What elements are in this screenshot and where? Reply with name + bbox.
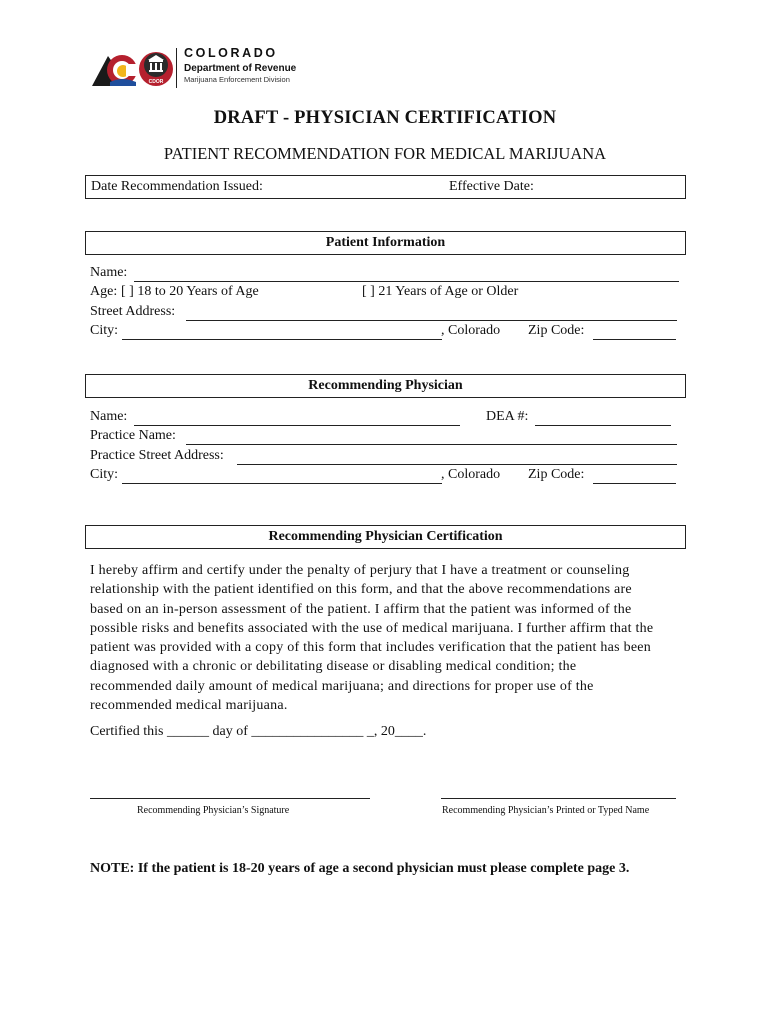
physician-dea-field[interactable]	[535, 425, 671, 426]
org-name: COLORADO	[184, 46, 278, 60]
signature-line[interactable]	[90, 798, 370, 799]
patient-age-row	[90, 284, 117, 300]
date-box	[85, 175, 686, 199]
logo-divider	[176, 48, 177, 88]
certification-line: based on an in-person assessment of the patient. I affirm that the patient was informed of the	[90, 601, 632, 617]
certification-line: patient was provided with a copy of this form that includes verification that the patient has been	[90, 640, 652, 656]
date-issued-field[interactable]: Date Recommendation Issued:	[91, 179, 263, 194]
certification-heading: Recommending Physician Certification	[85, 525, 686, 549]
certified-date-field[interactable]: Certified this ______ day of ________________ _, 20____.	[90, 724, 427, 739]
certification-line: recommended daily amount of medical marijuana; and directions for proper use of the	[90, 678, 594, 694]
patient-street-row	[90, 304, 175, 320]
page-note: NOTE: If the patient is 18-20 years of age a second physician must please complete page 3.	[90, 861, 630, 876]
patient-age-label: Age:	[90, 284, 118, 299]
letterhead-text	[184, 46, 296, 85]
page-subtitle: PATIENT RECOMMENDATION FOR MEDICAL MARIJUANA	[163, 144, 607, 163]
age-18-20-checkbox[interactable]: [ ] 18 to 20 Years of Age	[121, 284, 259, 299]
certification-line: I hereby affirm and certify under the penalty of perjury that I have a treatment or counseling	[90, 563, 630, 578]
practice-street-label: Practice Street Address:	[90, 448, 224, 463]
patient-street-field[interactable]	[186, 320, 677, 321]
physician-dea-label: DEA #:	[486, 409, 529, 424]
physician-zip-field[interactable]	[593, 483, 676, 484]
signature-label: Recommending Physician’s Signature	[137, 805, 290, 816]
letterhead	[92, 46, 302, 92]
page-title: DRAFT - PHYSICIAN CERTIFICATION	[213, 108, 557, 128]
certification-line: recommended medical marijuana.	[90, 698, 288, 714]
patient-street-label: Street Address:	[90, 304, 176, 319]
certification-line: diagnosed with a chronic or debilitating disease or disabling medical condition; the	[90, 659, 577, 675]
printed-name-label: Recommending Physician’s Printed or Typed Name	[442, 805, 650, 816]
patient-state-text: , Colorado	[441, 323, 501, 338]
practice-street-field[interactable]	[237, 464, 677, 465]
patient-city-label: City:	[90, 323, 119, 338]
certification-line: relationship with the patient identified on this form, and that the above recommendations are	[90, 582, 632, 598]
certification-paragraph	[90, 561, 690, 715]
physician-heading: Recommending Physician	[85, 374, 686, 398]
physician-zip-label: Zip Code:	[528, 467, 585, 482]
physician-name-label: Name:	[90, 409, 128, 424]
patient-name-row	[90, 265, 127, 281]
cdor-seal-icon	[92, 46, 174, 92]
patient-name-field[interactable]	[134, 281, 679, 282]
patient-zip-label: Zip Code:	[528, 323, 585, 338]
age-21-plus-checkbox[interactable]: [ ] 21 Years of Age or Older	[362, 284, 519, 299]
patient-zip-field[interactable]	[593, 339, 676, 340]
physician-city-label: City:	[90, 467, 119, 482]
effective-date-field[interactable]: Effective Date:	[449, 179, 534, 194]
physician-state-text: , Colorado	[441, 467, 501, 482]
patient-city-field[interactable]	[122, 339, 442, 340]
patient-info-heading: Patient Information	[85, 231, 686, 255]
seal-text: CDOR	[148, 79, 164, 85]
division-name: Marijuana Enforcement Division	[184, 75, 290, 84]
practice-name-field[interactable]	[186, 444, 677, 445]
printed-name-line[interactable]	[441, 798, 676, 799]
physician-city-field[interactable]	[122, 483, 442, 484]
practice-name-label: Practice Name:	[90, 428, 176, 443]
physician-name-field[interactable]	[134, 425, 460, 426]
certification-line: possible risks and benefits associated with the use of medical marijuana. I further affirm that the	[90, 620, 654, 636]
patient-name-label: Name:	[90, 265, 128, 280]
department-name: Department of Revenue	[184, 63, 297, 74]
